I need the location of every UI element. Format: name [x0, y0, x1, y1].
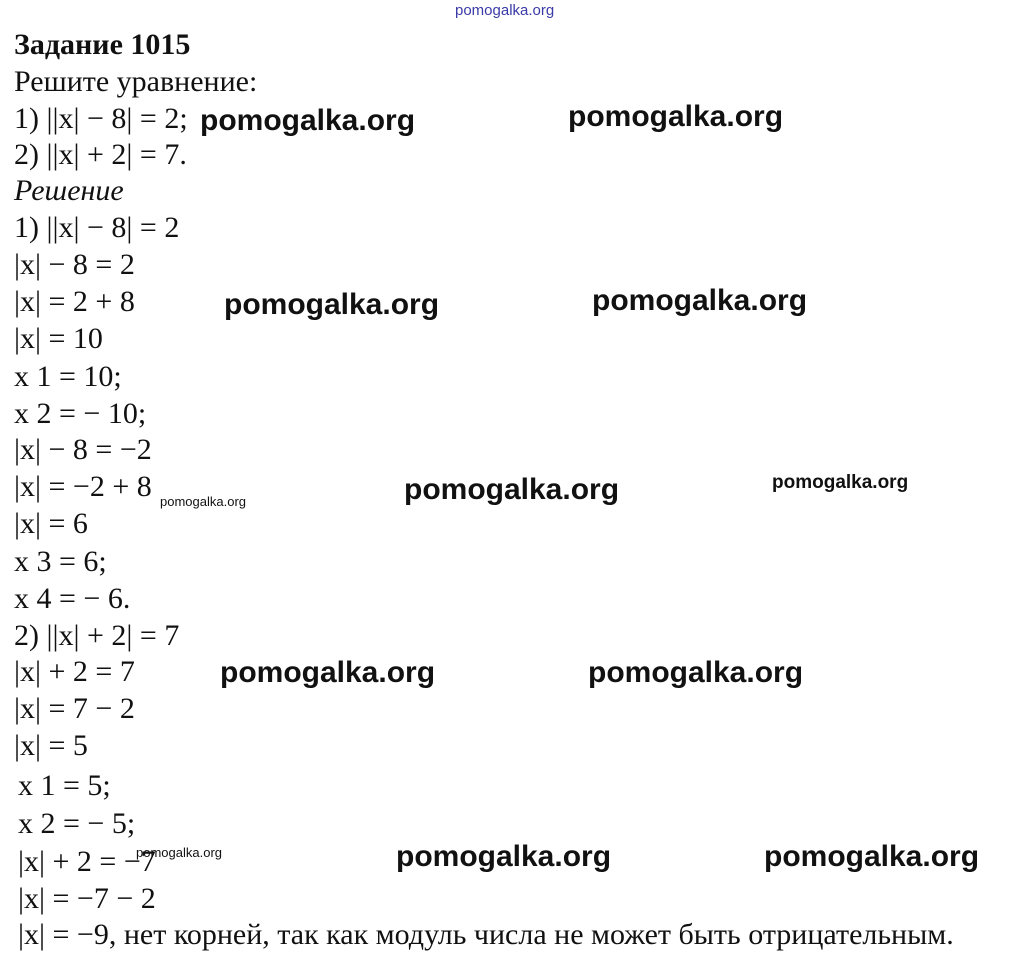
solution-line: |x| = 7 − 2: [14, 692, 135, 725]
solution-line: x 1 = 10;: [14, 360, 122, 393]
solution-line: |x| − 8 = 2: [14, 248, 135, 281]
task-prompt: Решите уравнение:: [14, 65, 258, 98]
solution-line: |x| − 8 = −2: [14, 433, 152, 466]
solution-line: |x| + 2 = −7: [18, 845, 156, 878]
solution-line: |x| = 10: [14, 322, 103, 355]
watermark: pomogalka.org: [404, 473, 620, 506]
watermark: pomogalka.org: [588, 656, 804, 689]
solution-line: x 2 = − 5;: [18, 807, 136, 840]
solution-line: |x| = 2 + 8: [14, 285, 135, 318]
watermark: pomogalka.org: [396, 840, 612, 873]
solution-line: x 4 = − 6.: [14, 582, 131, 615]
task-equation-1: 1) ||x| − 8| = 2;: [14, 102, 188, 135]
task-equation-2: 2) ||x| + 2| = 7.: [14, 138, 187, 171]
solution-line: |x| = 5: [14, 729, 88, 762]
watermark: pomogalka.org: [592, 284, 808, 317]
top-watermark: pomogalka.org: [455, 2, 555, 19]
watermark: pomogalka.org: [220, 656, 436, 689]
watermark: pomogalka.org: [224, 288, 440, 321]
watermark: pomogalka.org: [764, 840, 980, 873]
solution-line: |x| + 2 = 7: [14, 655, 135, 688]
solution-line: 2) ||x| + 2| = 7: [14, 619, 180, 652]
watermark: pomogalka.org: [136, 845, 222, 860]
solution-heading: Решение: [14, 174, 124, 207]
watermark: pomogalka.org: [568, 100, 784, 133]
solution-line: 1) ||x| − 8| = 2: [14, 211, 180, 244]
watermark: pomogalka.org: [200, 104, 416, 137]
solution-line: x 2 = − 10;: [14, 397, 147, 430]
solution-line: |x| = −2 + 8: [14, 470, 152, 503]
solution-line: |x| = −9, нет корней, так как модуль числа не может быть отрицательным.: [18, 918, 954, 951]
solution-line: |x| = 6: [14, 507, 88, 540]
task-title: Задание 1015: [14, 28, 191, 61]
watermark: pomogalka.org: [160, 494, 246, 509]
solution-line: x 3 = 6;: [14, 545, 107, 578]
watermark: pomogalka.org: [772, 472, 909, 493]
solution-line: |x| = −7 − 2: [18, 882, 156, 915]
solution-line: x 1 = 5;: [18, 769, 111, 802]
